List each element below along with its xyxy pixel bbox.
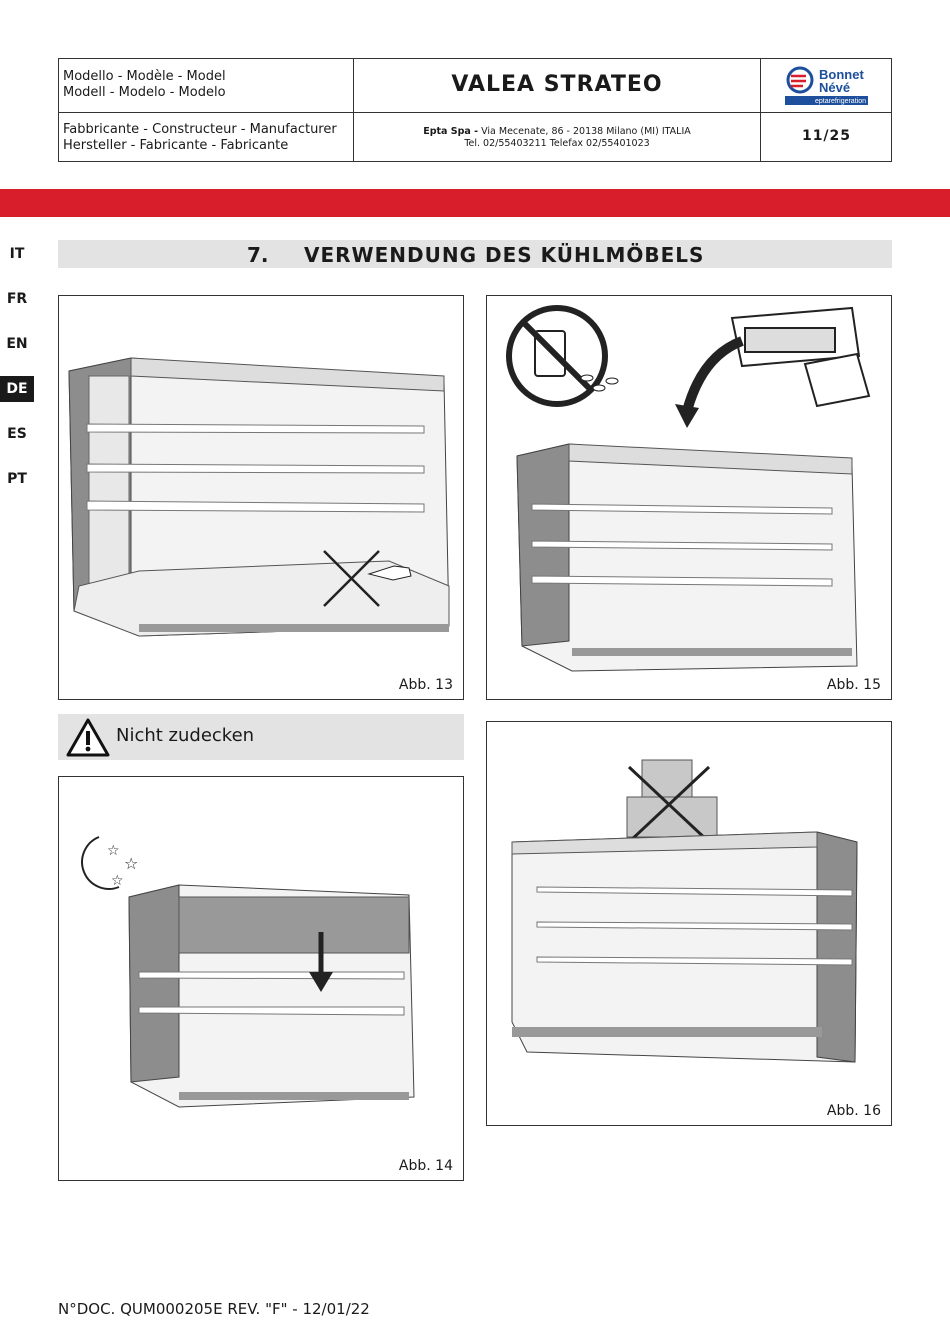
lang-tab-fr[interactable]: FR bbox=[6, 291, 28, 307]
company-name: Epta Spa - bbox=[423, 126, 479, 137]
arrow-icon bbox=[687, 341, 742, 411]
product-name: VALEA STRATEO bbox=[451, 72, 663, 97]
logo-subtext: eptarefrigeration bbox=[815, 98, 866, 105]
figure-14 bbox=[58, 776, 464, 1181]
lang-tab-es[interactable]: ES bbox=[7, 426, 27, 442]
moon-stars-icon bbox=[82, 837, 138, 889]
display-case-illustration bbox=[487, 296, 891, 699]
warning-banner bbox=[58, 714, 464, 760]
display-case-illustration bbox=[59, 296, 463, 699]
lang-tab-it[interactable]: IT bbox=[9, 246, 25, 262]
model-label-line2: Modell - Modelo - Modelo bbox=[63, 85, 226, 100]
figure-16 bbox=[486, 721, 892, 1126]
display-case-illustration bbox=[59, 777, 463, 1180]
packages-icon bbox=[732, 308, 869, 406]
display-case-illustration bbox=[487, 722, 891, 1125]
page-number: 11/25 bbox=[801, 128, 852, 144]
no-bottle-icon bbox=[509, 308, 618, 404]
document-header bbox=[58, 58, 892, 162]
model-label bbox=[63, 69, 351, 101]
brand-logo bbox=[761, 59, 892, 112]
logo-text-1: Bonnet bbox=[819, 67, 864, 82]
section-heading bbox=[58, 240, 892, 268]
svg-text:☆: ☆ bbox=[124, 854, 139, 873]
section-number: 7. bbox=[247, 243, 269, 267]
mfr-label-line1: Fabbricante - Constructeur - Manufacturer bbox=[63, 122, 337, 137]
night-blind bbox=[179, 897, 409, 953]
section-title: VERWENDUNG DES KÜHLMÖBELS bbox=[304, 243, 705, 267]
mfr-label-line2: Hersteller - Fabricante - Fabricante bbox=[63, 138, 289, 153]
svg-text:☆: ☆ bbox=[107, 843, 120, 859]
lang-tab-en[interactable]: EN bbox=[6, 336, 28, 352]
manufacturer-address bbox=[354, 126, 760, 150]
warning-text: Nicht zudecken bbox=[116, 725, 255, 746]
warning-icon bbox=[66, 717, 110, 757]
manufacturer-label bbox=[63, 122, 351, 154]
figure-13 bbox=[58, 295, 464, 700]
figure-caption: Abb. 14 bbox=[398, 1158, 453, 1174]
model-label-line1: Modello - Modèle - Model bbox=[63, 69, 226, 84]
logo-text-2: Névé bbox=[819, 80, 851, 95]
figure-caption: Abb. 13 bbox=[398, 677, 453, 693]
svg-text:☆: ☆ bbox=[111, 873, 124, 889]
document-number: N°DOC. QUM000205E REV. "F" - 12/01/22 bbox=[58, 1300, 370, 1318]
lang-tab-de[interactable]: DE bbox=[0, 376, 34, 402]
address-line2: Tel. 02/55403211 Telefax 02/55401023 bbox=[464, 138, 650, 149]
figure-caption: Abb. 16 bbox=[826, 1103, 881, 1119]
figure-caption: Abb. 15 bbox=[826, 677, 881, 693]
lang-tab-pt[interactable]: PT bbox=[7, 471, 27, 487]
red-accent-bar bbox=[0, 189, 950, 217]
figure-15 bbox=[486, 295, 892, 700]
address-line1: Via Mecenate, 86 - 20138 Milano (MI) ITALIA bbox=[481, 126, 691, 137]
